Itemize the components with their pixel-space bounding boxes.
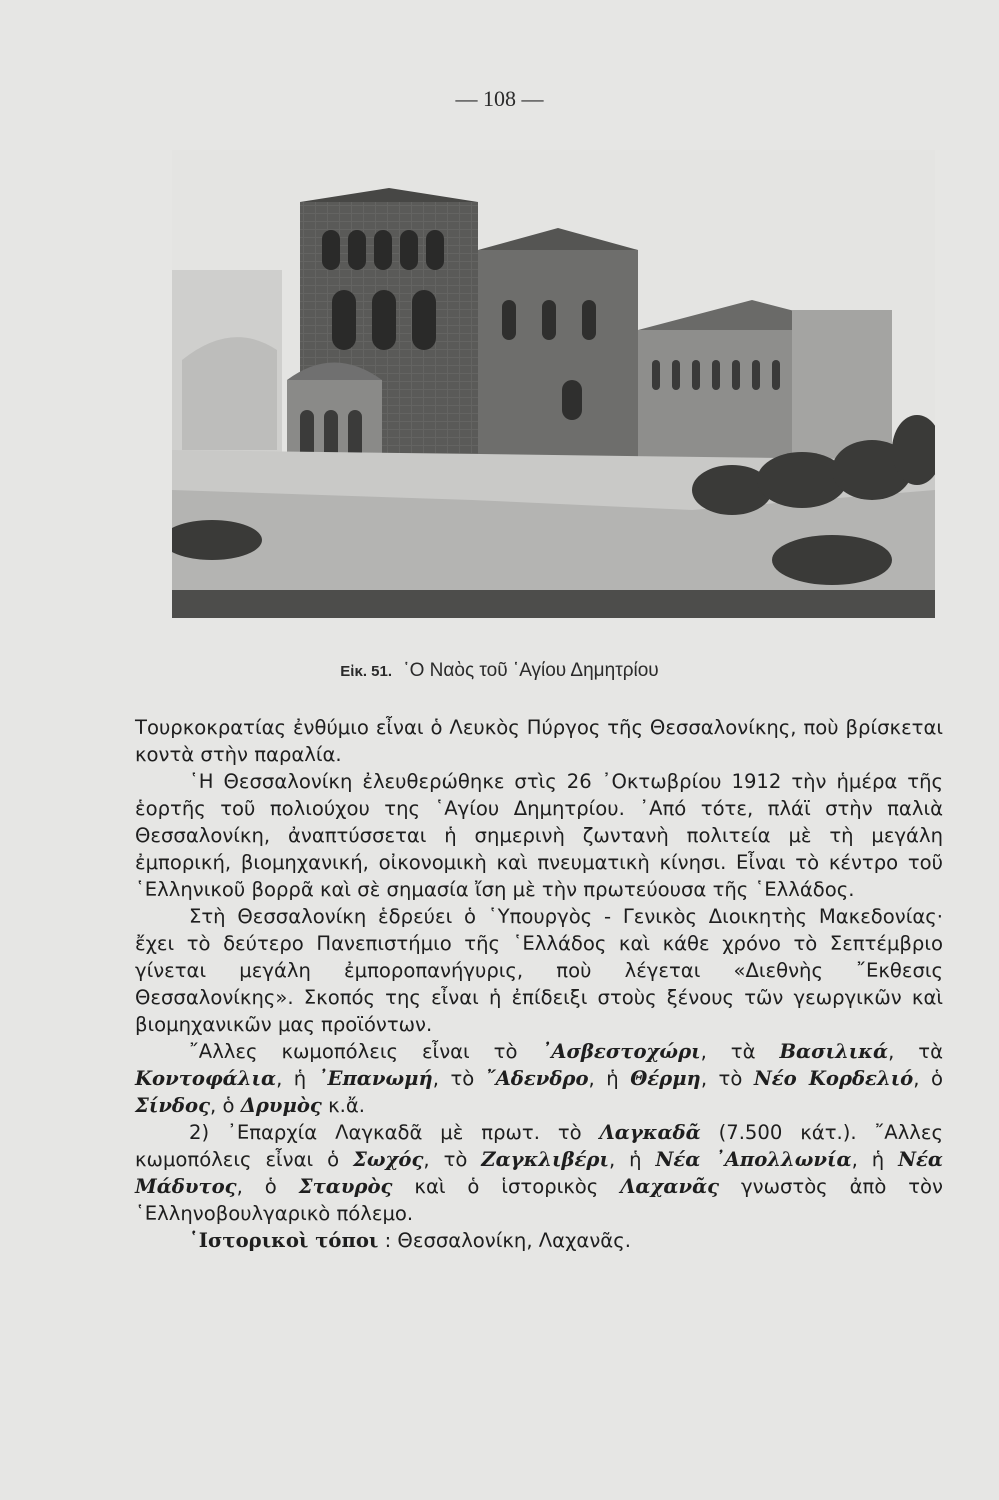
- figure-caption-text: ῾Ο Ναὸς τοῦ ῾Αγίου Δημητρίου: [403, 660, 659, 681]
- place-name: Σίνδος: [135, 1094, 210, 1117]
- place-name: Λαχανᾶς: [620, 1175, 720, 1198]
- text-run: , τὸ: [700, 1067, 754, 1090]
- place-name: Βασιλικά: [779, 1040, 889, 1063]
- figure-caption: [0, 660, 999, 682]
- body-text: [135, 714, 943, 1254]
- text-run: , ἡ: [276, 1067, 318, 1090]
- place-name: Λαγκαδᾶ: [599, 1121, 701, 1144]
- photo-image: [172, 150, 935, 618]
- text-run: , τὸ: [432, 1067, 486, 1090]
- place-name: ῎Αδενδρο: [485, 1067, 589, 1090]
- historic-places-list: : Θεσσαλονίκη, Λαχανᾶς.: [378, 1229, 631, 1252]
- text-run: κ.ἄ.: [321, 1094, 366, 1117]
- paragraph-3: Στὴ Θεσσαλονίκη ἑδρεύει ὁ ῾Υπουργὸς - Γενικὸς Διοικητὴς Μακεδονίας· ἔχει τὸ δεύτερο Πανεπιστήμιο τῆς ῾Ελλάδος καὶ κάθε χρόνο τὸ Σεπτέμβριο γίνεται μεγάλη ἐμποροπανήγυρις, ποὺ λέγεται «Διεθνὴς ῎Εκθεσις Θεσσαλονίκης». Σκοπός της εἶναι ἡ ἐπίδειξι στοὺς ξένους τῶν γεωργικῶν καὶ βιομηχανικῶν μας προϊόντων.: [135, 905, 943, 1036]
- text-run: καὶ ὁ ἱστορικὸς: [392, 1175, 621, 1198]
- place-name: Δρυμὸς: [240, 1094, 322, 1117]
- place-name: Σταυρὸς: [298, 1175, 393, 1198]
- paragraph-2: ῾Η Θεσσαλονίκη ἐλευθερώθηκε στὶς 26 ᾿Οκτωβρίου 1912 τὴν ἡμέρα τῆς ἑορτῆς τοῦ πολιούχου της ῾Αγίου Δημητρίου. ᾿Από τότε, πλάϊ στὴν παλιὰ Θεσσαλονίκη, ἀναπτύσσεται ἡ σημερινὴ ζωντανὴ πολιτεία μὲ τὴ μεγάλη ἐμπορική, βιομηχανική, οἰκονομικὴ καὶ πνευματικὴ κίνησι. Εἶναι τὸ κέντρο τοῦ ῾Ελληνικοῦ βορρᾶ καὶ σὲ σημασία ἴση μὲ τὴν πρωτεύουσα τῆς ῾Ελλάδος.: [135, 770, 943, 901]
- place-name: Σωχός: [353, 1148, 424, 1171]
- paragraph-4: [135, 1038, 943, 1119]
- paragraph-6: [135, 1227, 943, 1254]
- place-name: Νέο Κορδελιό: [753, 1067, 914, 1090]
- text-run: (7.500 κάτ.). ῎Αλλες κωμοπόλεις εἶναι ὁ: [135, 1121, 943, 1171]
- text-run: , ὁ: [913, 1067, 943, 1090]
- place-name: ᾿Ασβεστοχώρι: [541, 1040, 701, 1063]
- figure-label: Εἰκ. 51.: [340, 663, 393, 680]
- place-name: Κοντοφάλια: [135, 1067, 277, 1090]
- text-run: , τὰ: [700, 1040, 780, 1063]
- place-name: ᾿Επανωμή: [317, 1067, 433, 1090]
- place-name: Ζαγκλιβέρι: [481, 1148, 609, 1171]
- text-run: , τὰ: [888, 1040, 943, 1063]
- historic-places-label: ῾Ιστορικοὶ τόποι: [189, 1229, 379, 1252]
- text-run: , τὸ: [423, 1148, 482, 1171]
- place-name: Νέα Μάδυτος: [135, 1148, 943, 1198]
- text-run: ῎Αλλες κωμοπόλεις εἶναι τὸ: [189, 1040, 542, 1063]
- text-run: , ἡ: [608, 1148, 656, 1171]
- text-run: γνωστὸς ἀπὸ τὸν ῾Ελληνοβουλγαρικὸ πόλεμο.: [135, 1175, 943, 1225]
- text-run: , ὁ: [210, 1094, 241, 1117]
- text-run: , ὁ: [236, 1175, 299, 1198]
- paragraph-1: Τουρκοκρατίας ἐνθύμιο εἶναι ὁ Λευκὸς Πύργος τῆς Θεσσαλονίκης, ποὺ βρίσκεται κοντὰ στὴν παραλία.: [135, 716, 943, 766]
- text-run: , ἡ: [851, 1148, 899, 1171]
- text-run: 2) ᾿Επαρχία Λαγκαδᾶ μὲ πρωτ. τὸ: [189, 1121, 600, 1144]
- text-run: , ἡ: [588, 1067, 631, 1090]
- page-number: — 108 —: [455, 86, 544, 111]
- church-photograph: [172, 150, 935, 618]
- place-name: Θέρμη: [630, 1067, 701, 1090]
- place-name: Νέα ᾿Απολλωνία: [655, 1148, 852, 1171]
- paragraph-5: [135, 1119, 943, 1227]
